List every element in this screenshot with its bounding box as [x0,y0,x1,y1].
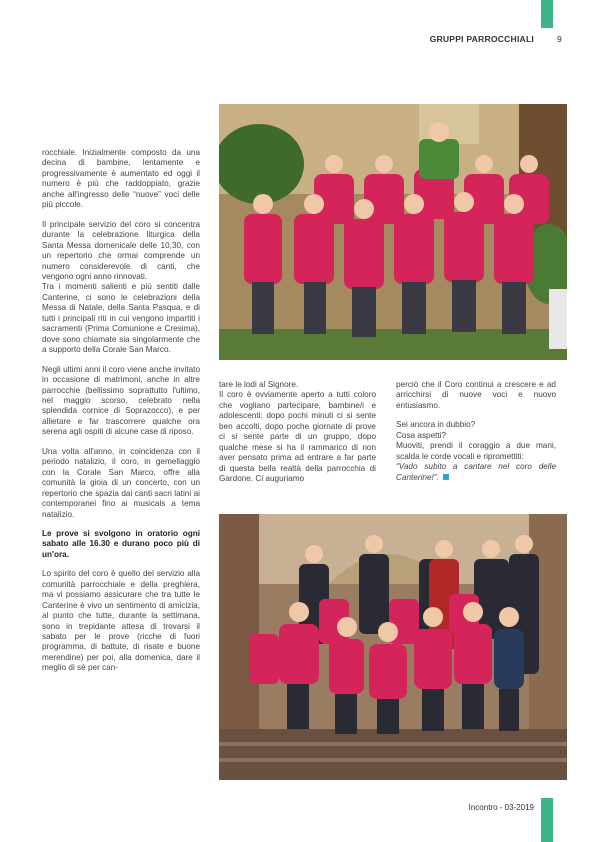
paragraph: Cosa aspetti? [396,430,447,440]
closing-quote [396,462,556,483]
top-accent-bar [541,0,553,28]
paragraph: Lo spirito del coro è quello del servizio alla comunità parrocchiale e della preghiera, ma vi possiamo assicurare che tra tutte le Canterine è vivo un sentimento di amicizia, al punto che tutte, durante la settimana, sono in trepidante attesa di trovarsi il sabato per le prove (ricche di fuori programma, di battute, di risate e buone merendine) per poi, alla domenica, dare il meglio di sé per can- [42,569,200,673]
paragraph: rocchiale. Inizialmente composto da una decina di bambine, lentamente e progressivamente è aumentato ed oggi il numero è più che raddoppiato, grazie anche all'ingresso delle “nuove” voci delle più piccole. [42,148,200,210]
paragraph: perciò che il Coro continui a crescere e ad arricchirsi di nuove voci e nuovo entusiasmo. [396,380,556,410]
quote-text: “Vado subito a cantare nel coro delle Canterine!”. [396,462,556,482]
choir-photo-2 [219,514,567,780]
paragraph: tare le lodi al Signore. [219,380,299,389]
paragraph: Una volta all'anno, in coincidenza con il periodo natalizio, il coro, in gemellaggio con la Corale San Marco, offre alla comunità la gioia di un concerto, con un repertorio che spazia dai canti sacri latini ai contemporanei fino ai musicals a tema natalizio. [42,446,200,519]
choir-photo-1 [219,104,567,360]
page-number: 9 [557,34,562,44]
text-column-2 [219,380,376,494]
text-column-1 [42,148,200,683]
paragraph: Sei ancora in dubbio? [396,420,476,430]
paragraph: Il coro è ovviamente aperto a tutti coloro che vogliano partecipare, bambine/i e adolescenti: dopo pochi minuti ci si sente ben accolti, dopo poche giornate di prove ci si sente parte di un gruppo, dopo qualche mese si ha il rammarico di non aver pensato prima ad entrare a far parte di questa bella realtà della parrocchia di Gardone. Ci auguriamo [219,390,376,484]
bottom-accent-bar [541,798,553,842]
section-title: GRUPPI PARROCCHIALI [429,34,534,44]
paragraph: Muoviti, prendi il coraggio a due mani, scalda le corde vocali e ripromettiti: [396,441,556,461]
paragraph: Negli ultimi anni il coro viene anche invitato in occasione di matrimoni, anche in altre parrocchie (bellissimo soprattutto l'ultimo, nel maggio scorso, celebrato nella splendida cornice di Soprazocco), e per allietare e far trascorrere qualche ora serena agli ospiti di alcune case di riposo. [42,364,200,437]
text-column-3 [396,380,556,492]
rehearsal-schedule: Le prove si svolgono in oratorio ogni sabato alle 16.30 e durano poco più di un'ora. [42,528,200,559]
footer-issue: Incontro - 03-2019 [468,803,534,812]
paragraph: Tra i momenti salienti e più sentiti dalle Canterine, ci sono le celebrazioni della Messa di Natale, della Santa Pasqua, e di tutti i principali riti in cui vengono impartiti i sacramenti (Prima Comunione e Cresima), dove sono chiamate sia singolarmente che a supporto della Corale San Marco. [42,282,200,355]
end-of-article-square-icon [443,474,449,480]
paragraph: Il principale servizio del coro si concentra durante la celebrazione liturgica della Santa Messa domenicale delle 10,30, con un repertorio che ormai comprende un numero considerevole di canti, che vengono ogni anno rinnovati. [42,219,200,281]
